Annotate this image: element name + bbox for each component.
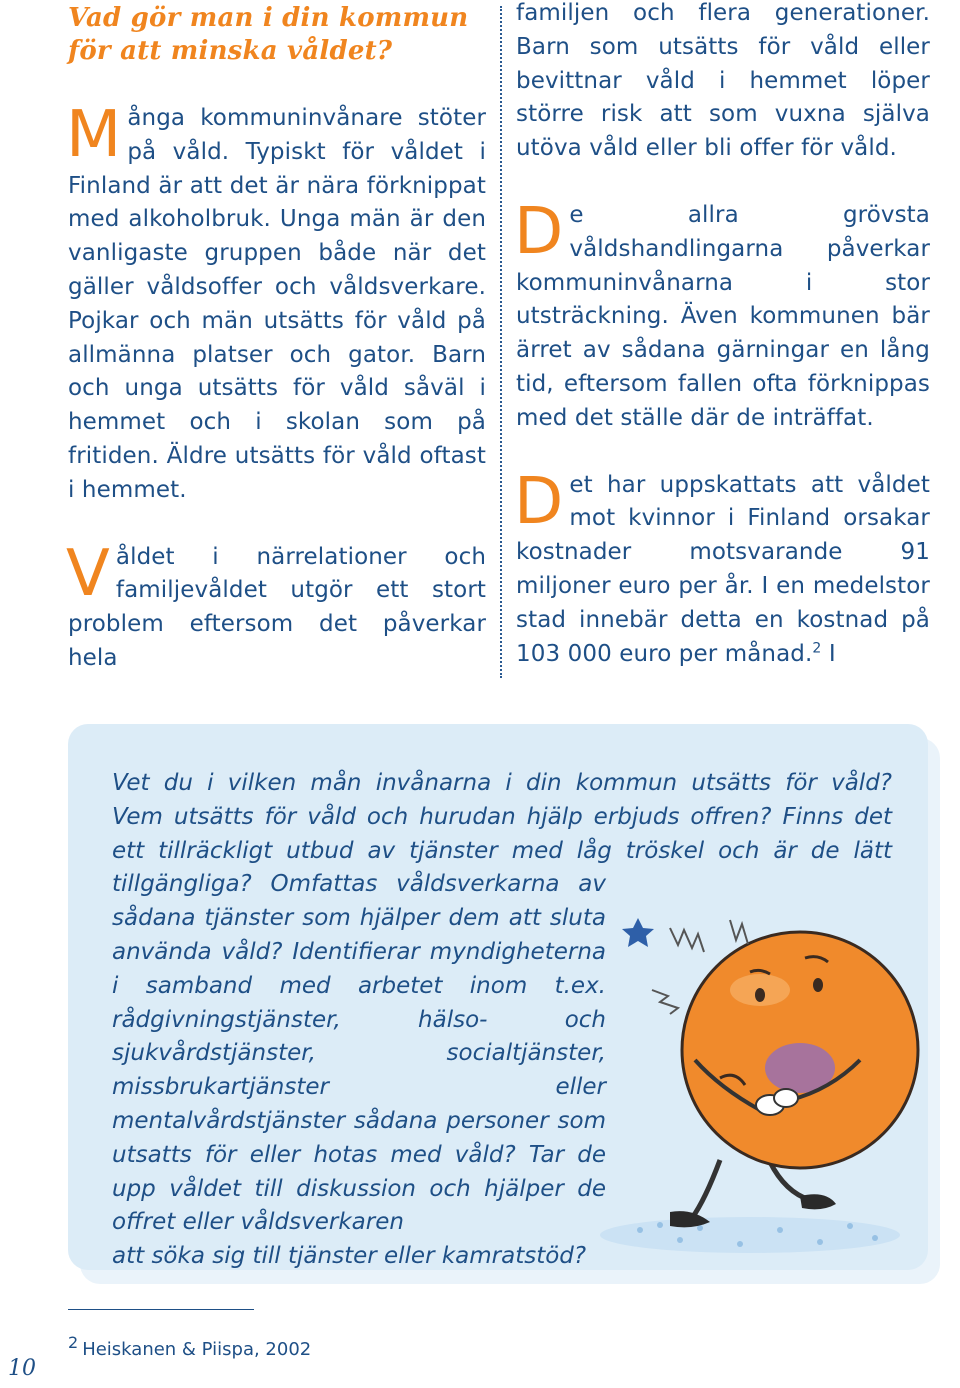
paragraph-text: et har uppskattats att våldet mot kvinnor i Finland orsakar kostnader motsvarande 91 miljoner euro per år. I en medelstor stad innebär detta en kostnad på 103 000 euro per månad. xyxy=(516,471,930,667)
page-heading: Vad gör man i din kommun för att minska våldet? xyxy=(68,3,469,66)
column-divider xyxy=(500,6,502,678)
info-box-line: Vem utsätts för våld och hurudan hjälp erbjuds offren? Finns det xyxy=(112,803,892,830)
star-icon xyxy=(622,918,654,947)
page-number: 10 xyxy=(8,1356,36,1381)
dropcap: M xyxy=(66,98,122,172)
info-box-line: Vet du i vilken mån invånarna i din kommun utsätts för våld? xyxy=(112,770,892,796)
footnote-number: 2 xyxy=(68,1333,79,1352)
paragraph-text: familjen och flera generationer. Barn som utsätts för våld eller bevittnar våld i hemmet löper större risk att som vuxna själva utöva våld eller bli offer för våld. xyxy=(516,0,930,162)
right-paragraph-2 xyxy=(514,194,930,436)
right-paragraph-1 xyxy=(516,0,930,166)
info-box-line: ett tillräckligt utbud av tjänster med låg tröskel och är de lätt xyxy=(112,837,892,864)
footnote xyxy=(68,1333,311,1360)
shadow-dots xyxy=(600,1217,900,1253)
dropcap: V xyxy=(66,536,110,611)
left-column xyxy=(66,98,486,676)
hurt-orange-character-icon xyxy=(600,900,940,1260)
footnote-text: Heiskanen & Piispa, 2002 xyxy=(82,1339,312,1360)
info-box-last-line: att söka sig till tjänster eller kamratstöd? xyxy=(112,1243,587,1270)
left-paragraph-2 xyxy=(66,536,486,676)
footnote-reference: 2 xyxy=(812,639,822,656)
end-mark: I xyxy=(828,640,836,667)
right-paragraph-3 xyxy=(514,464,930,672)
info-box-wrapped-text: tillgängliga? Omfattas våldsverkarna av sådana tjänster som hjälper dem att sluta använda våld? Identifierar myndigheterna i samband med arbetet inom t.ex. rådgivningstjänster, hälso- och sjukvårdstjänster, socialtjänster, missbrukartjänster eller mentalvårdstjänster sådana personer som utsatts för eller hotas med våld? Tar de upp våldet till diskussion och hjälper de offret eller våldsverkaren xyxy=(112,871,606,1236)
paragraph-text: ånga kommuninvånare stöter på våld. Typiskt för våldet i Finland är att det är nära förknippat med alkoholbruk. Unga män är den vanligaste gruppen både när det gäller våldsoffer och våldsverkare. Pojkar och män utsätts för våld på allmänna platser och gator. Barn och unga utsätts för våld såväl i hemmet och i skolan som på fritiden. Äldre utsätts för våld oftast i hemmet. xyxy=(68,105,486,503)
paragraph-text: åldet i närrelationer och familjevåldet utgör ett stort problem eftersom det påverkar hela xyxy=(68,543,486,671)
paragraph-text: e allra grövsta våldshandlingarna påverkar kommuninvånarna i stor utsträckning. Även kommunen bär ärret av sådana gärningar en lång tid, eftersom fallen ofta förknippas med det ställe där de inträffat. xyxy=(516,201,930,431)
footnote-rule xyxy=(68,1309,254,1310)
right-column xyxy=(516,0,930,671)
left-paragraph-1 xyxy=(66,98,486,508)
dropcap: D xyxy=(514,194,564,269)
dropcap: D xyxy=(514,464,564,539)
